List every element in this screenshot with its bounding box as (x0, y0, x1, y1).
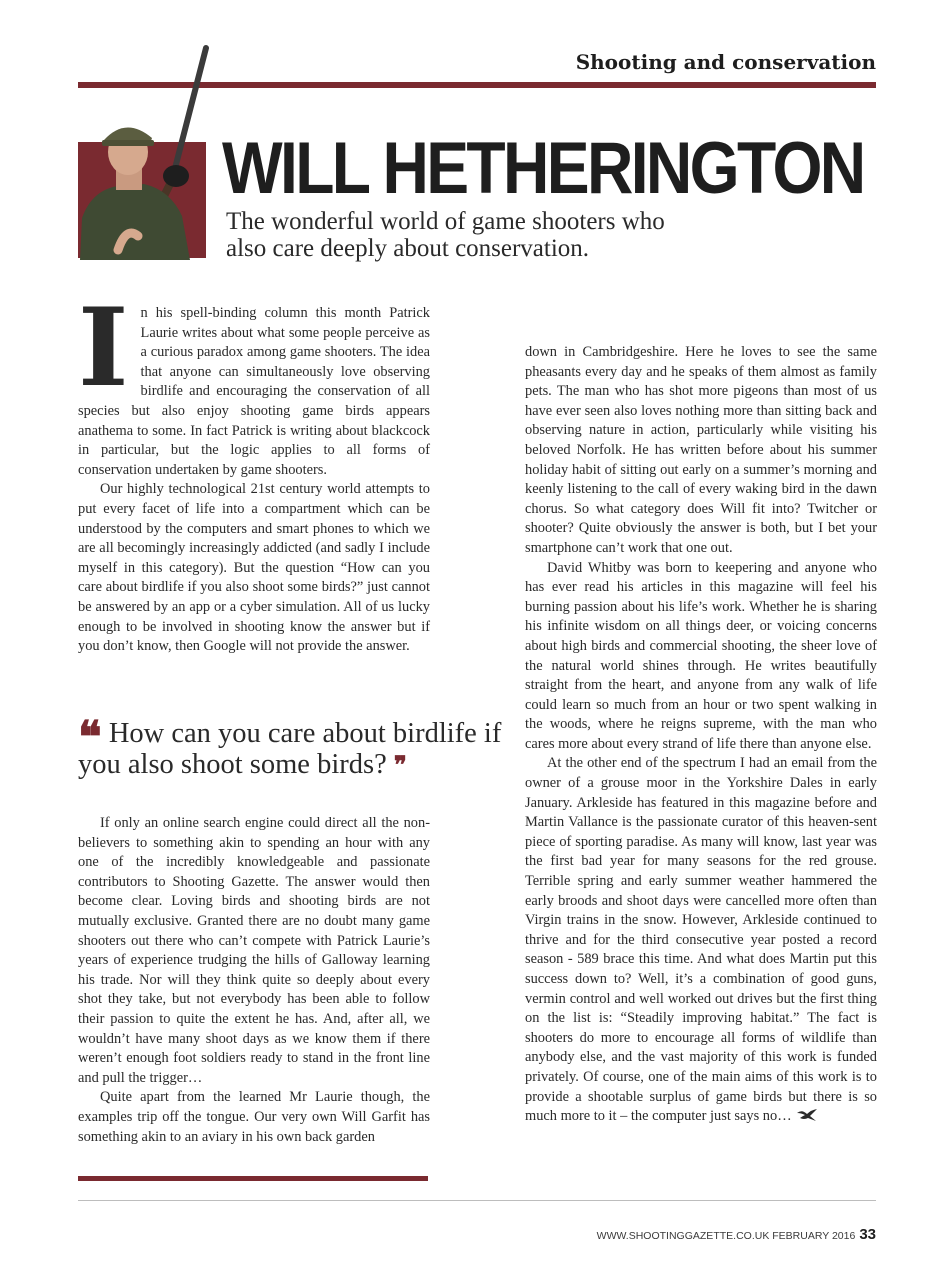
article-paragraph-text: At the other end of the spectrum I had an email from the owner of a grouse moor in the Yorkshire Dales in early January. Arkleside has featured in this magazine before and Martin Vallance is the passionate curator of this heaven-sent piece of sporting paradise. As many will know, last year was the first bad year for many seasons for the red grouse. Terrible spring and early summer weather hammered the early broods and shoot days were cancelled more often than Virgin trains in the snow. However, Arkleside continued to thrive and for the third consecutive year posted a record season - 589 brace this time. And what does Martin put this success down to? Well, it’s a combination of good guns, vermin control and well worked out drives but the first thing on the list is: “Steadily improving habitat.” The fact is shooters do more to encourage all forms of wildlife than anybody else, and the vast majority of this work is funded privately. Of course, one of the main aims of this work is to provide a shootable surplus of game birds but there is so much more to it – the computer just says no… (525, 755, 877, 1125)
standfirst: The wonderful world of game shooters who also care deeply about conservation. (226, 208, 665, 262)
drop-cap: I (78, 285, 129, 411)
pull-quote (78, 712, 518, 780)
flying-bird-icon (796, 1108, 818, 1122)
open-quote-icon: ❝ (78, 712, 102, 763)
column-end-rule (78, 1176, 428, 1181)
article-paragraph: down in Cambridgeshire. Here he loves to see the same pheasants every day and he speaks of them almost as family pets. The man who has shot more pigeons than most of us have ever seen also loves nothing more than sitting back and observing nature in action, particularly while visiting his beloved Norfolk. He has written before about his summer holiday habit of sitting out early on a summer’s morning and keenly listening to the call of every waking bird in the dawn chorus. So what category does Will fit into? Twitcher or shooter? Quite obviously the answer is both, but I bet your smartphone can’t work that one out. (525, 344, 877, 556)
page-footer (597, 1226, 876, 1243)
article-paragraph: If only an online search engine could direct all the non-believers to something akin to spending an hour with any one of the incredibly knowledgeable and passionate contributors to Shooting Gazette. The answer would then become clear. Loving birds and shooting birds are not mutually exclusive. Granted there are no doubt many game shooters out there who can’t compete with Patrick Laurie’s years of experience trudging the hills of Galloway learning his trade. Nor will they think quite so deeply about every shot they take, but not everybody has been able to follow their passion to quite the extent he has. And, after all, we wouldn’t have many shoot days as we know them if there weren’t enough foot soldiers ready to stand in the front line and pull the trigger… (78, 815, 430, 1086)
author-name-headline: WILL HETHERINGTON (222, 128, 864, 209)
article-paragraph: Quite apart from the learned Mr Laurie though, the examples trip off the tongue. Our very own Will Garfit has something akin to an aviary in his own back garden (78, 1089, 430, 1145)
author-photo (78, 40, 218, 260)
article-paragraph: n his spell-binding column this month Patrick Laurie writes about what some people perceive as a curious paradox among game shooters. The idea that anyone can simultaneously love observing birdlife and encouraging the conservation of all species but also enjoy shooting game birds appears anathema to some. In fact Patrick is writing about blackcock in particular, but the logic applies to all forms of conservation undertaken by game shooters. (78, 305, 430, 478)
article-column-left-bottom (78, 814, 430, 1147)
article-paragraph: Our highly technological 21st century world attempts to put every facet of life into a compartment which can be understood by the computers and smart phones to which we are all becomingly increasingly addicted (and sadly I include myself in this category). But the question “How can you care about birdlife if you also shoot some birds?” just cannot be answered by an app or a cyber simulation. All of us lucky enough to be involved in shooting know the answer but if you don’t know, then Google will not provide the answer. (78, 481, 430, 655)
pull-quote-text: How can you care about birdlife if you also shoot some birds? (78, 718, 502, 780)
footer-rule (78, 1200, 876, 1201)
close-quote-icon: ❞ (393, 750, 407, 779)
article-column-left-top (78, 285, 430, 657)
article-paragraph (525, 754, 877, 1126)
page-number: 33 (859, 1226, 876, 1243)
footer-url-date: WWW.SHOOTINGGAZETTE.CO.UK FEBRUARY 2016 (596, 1230, 856, 1242)
article-paragraph: David Whitby was born to keepering and anyone who has ever read his articles in this magazine will feel his burning passion about his life’s work. Whether he is sharing his infinite wisdom on all things deer, or voicing concerns about high birds and commercial shooting, the sheer love of the natural world shines through. He writes beautifully straight from the heart, and anyone from any walk of life could learn so much from an hour or two spent walking in the woods, where he reigns supreme, with the man who cares more about every strand of life there than anyone else. (525, 559, 877, 752)
article-column-right (525, 343, 877, 1127)
section-title: Shooting and conservation (575, 50, 876, 74)
